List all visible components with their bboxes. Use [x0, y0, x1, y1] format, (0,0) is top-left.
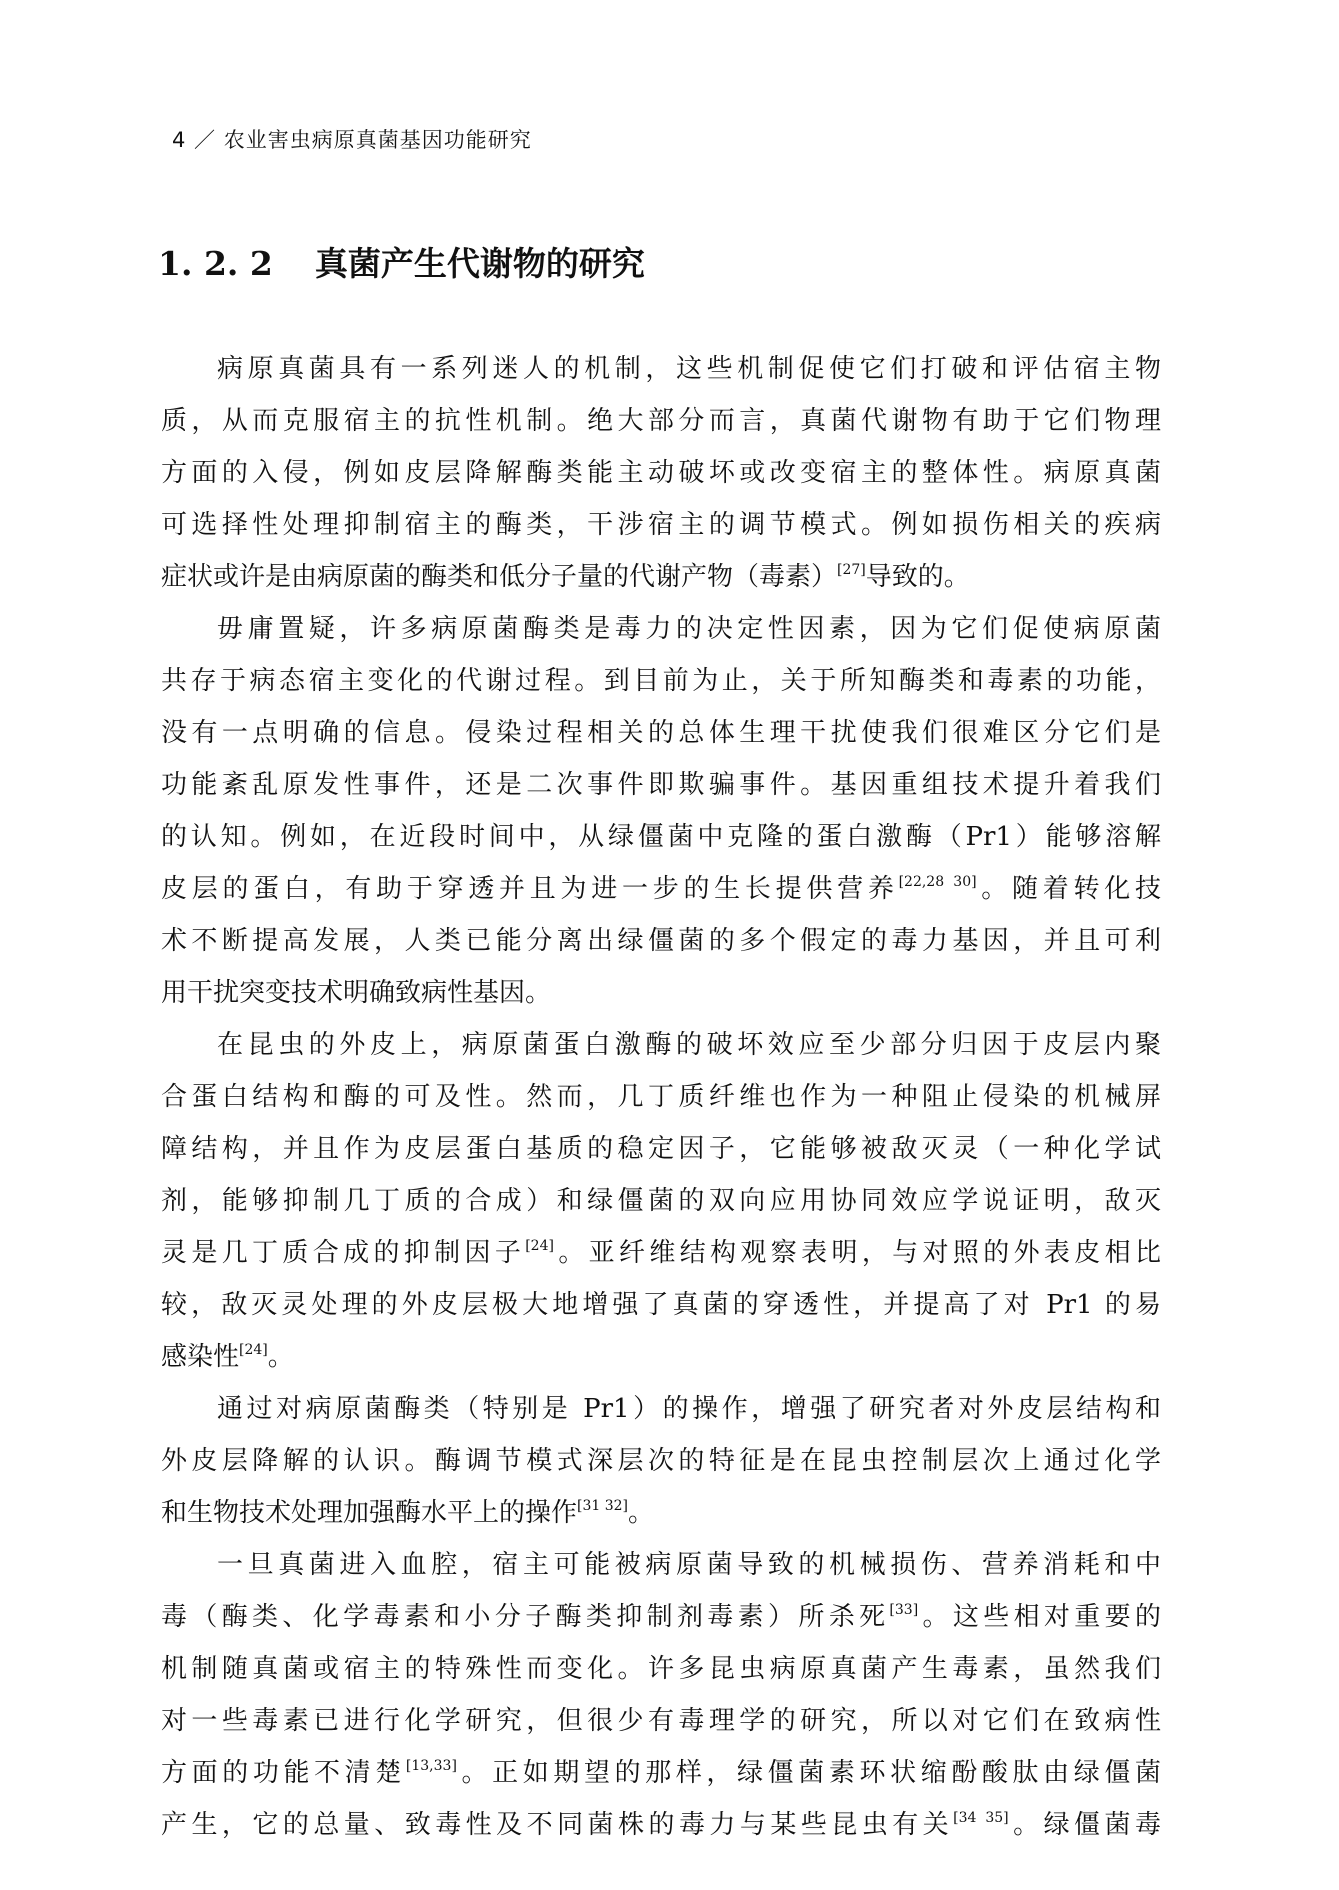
text-segment: 毒（酶类、化学毒素和小分子酶类抑制剂毒素）所杀死	[161, 1602, 890, 1632]
text-segment: 症状或许是由病原菌的酶类和低分子量的代谢产物（毒素）	[161, 562, 838, 592]
text-segment: 。	[267, 1342, 294, 1372]
text-line: 质，从而克服宿主的抗性机制。绝大部分而言，真菌代谢物有助于它们物理	[161, 406, 1161, 436]
text-line: 在昆虫的外皮上，病原菌蛋白激酶的破坏效应至少部分归因于皮层内聚	[217, 1030, 1161, 1060]
citation: [27]	[837, 562, 866, 578]
text-segment: 。亚纤维结构观察表明，与对照的外表皮相比	[553, 1238, 1161, 1268]
text-line: 用干扰突变技术明确致病性基因。	[161, 978, 552, 1008]
text-line: 的认知。例如，在近段时间中，从绿僵菌中克隆的蛋白激酶（Pr1）能够溶解	[161, 822, 1161, 852]
text-line: 较，敌灭灵处理的外皮层极大地增强了真菌的穿透性，并提高了对 Pr1 的易	[161, 1290, 1161, 1320]
section-heading	[158, 238, 645, 285]
text-line	[161, 1799, 1161, 1851]
text-line: 一旦真菌进入血腔，宿主可能被病原菌导致的机械损伤、营养消耗和中	[217, 1550, 1161, 1580]
text-segment: 灵是几丁质合成的抑制因子	[161, 1238, 526, 1268]
citation: [13,33]	[405, 1758, 457, 1774]
citation: [34 35]	[953, 1810, 1009, 1826]
text-line	[161, 1487, 1161, 1539]
text-line: 障结构，并且作为皮层蛋白基质的稳定因子，它能够被敌灭灵（一种化学试	[161, 1134, 1161, 1164]
text-segment: 。正如期望的那样，绿僵菌素环状缩酚酸肽由绿僵菌	[456, 1758, 1161, 1788]
text-segment: 导致的。	[865, 562, 970, 592]
text-line: 通过对病原菌酶类（特别是 Pr1）的操作，增强了研究者对外皮层结构和	[217, 1394, 1161, 1424]
text-line: 剂，能够抑制几丁质的合成）和绿僵菌的双向应用协同效应学说证明，敌灭	[161, 1186, 1161, 1216]
text-line: 毋庸置疑，许多病原菌酶类是毒力的决定性因素，因为它们促使病原菌	[217, 614, 1161, 644]
citation: [31 32]	[577, 1498, 629, 1514]
text-line: 病原真菌具有一系列迷人的机制，这些机制促使它们打破和评估宿主物	[217, 354, 1161, 384]
text-line	[161, 1331, 1161, 1383]
citation: [33]	[889, 1602, 919, 1618]
text-segment: 感染性	[161, 1342, 240, 1372]
text-segment: 皮层的蛋白，有助于穿透并且为进一步的生长提供营养	[161, 874, 899, 904]
citation: [22,28 30]	[898, 874, 977, 890]
text-line: 机制随真菌或宿主的特殊性而变化。许多昆虫病原真菌产生毒素，虽然我们	[161, 1654, 1161, 1684]
text-segment: 。随着转化技	[976, 874, 1161, 904]
body-text	[161, 343, 1161, 1851]
text-line	[161, 1591, 1161, 1643]
text-line	[161, 1227, 1161, 1279]
text-line	[161, 863, 1161, 915]
text-line	[161, 1747, 1161, 1799]
text-line: 可选择性处理抑制宿主的酶类，干涉宿主的调节模式。例如损伤相关的疾病	[161, 510, 1161, 540]
section-title: 真菌产生代谢物的研究	[314, 244, 645, 283]
text-line: 功能紊乱原发性事件，还是二次事件即欺骗事件。基因重组技术提升着我们	[161, 770, 1161, 800]
text-line: 方面的入侵，例如皮层降解酶类能主动破坏或改变宿主的整体性。病原真菌	[161, 458, 1161, 488]
citation: [24]	[525, 1238, 554, 1254]
text-line: 外皮层降解的认识。酶调节模式深层次的特征是在昆虫控制层次上通过化学	[161, 1446, 1161, 1476]
citation: [24]	[239, 1342, 268, 1358]
text-segment: 产生，它的总量、致毒性及不同菌株的毒力与某些昆虫有关	[161, 1810, 954, 1840]
text-line: 共存于病态宿主变化的代谢过程。到目前为止，关于所知酶类和毒素的功能，	[161, 666, 1161, 696]
text-line: 没有一点明确的信息。侵染过程相关的总体生理干扰使我们很难区分它们是	[161, 718, 1161, 748]
text-segment: 和生物技术处理加强酶水平上的操作	[161, 1498, 578, 1528]
text-segment: 。绿僵菌毒	[1008, 1810, 1161, 1840]
text-line: 合蛋白结构和酶的可及性。然而，几丁质纤维也作为一种阻止侵染的机械屏	[161, 1082, 1161, 1112]
running-header: 4 ／ 农业害虫病原真菌基因功能研究	[172, 128, 532, 152]
section-number: 1. 2. 2	[158, 244, 273, 283]
text-segment: 。这些相对重要的	[918, 1602, 1161, 1632]
text-line: 对一些毒素已进行化学研究，但很少有毒理学的研究，所以对它们在致病性	[161, 1706, 1161, 1736]
text-segment: 。	[628, 1498, 655, 1528]
text-line: 术不断提高发展，人类已能分离出绿僵菌的多个假定的毒力基因，并且可利	[161, 926, 1161, 956]
text-segment: 方面的功能不清楚	[161, 1758, 406, 1788]
text-line	[161, 551, 1161, 603]
